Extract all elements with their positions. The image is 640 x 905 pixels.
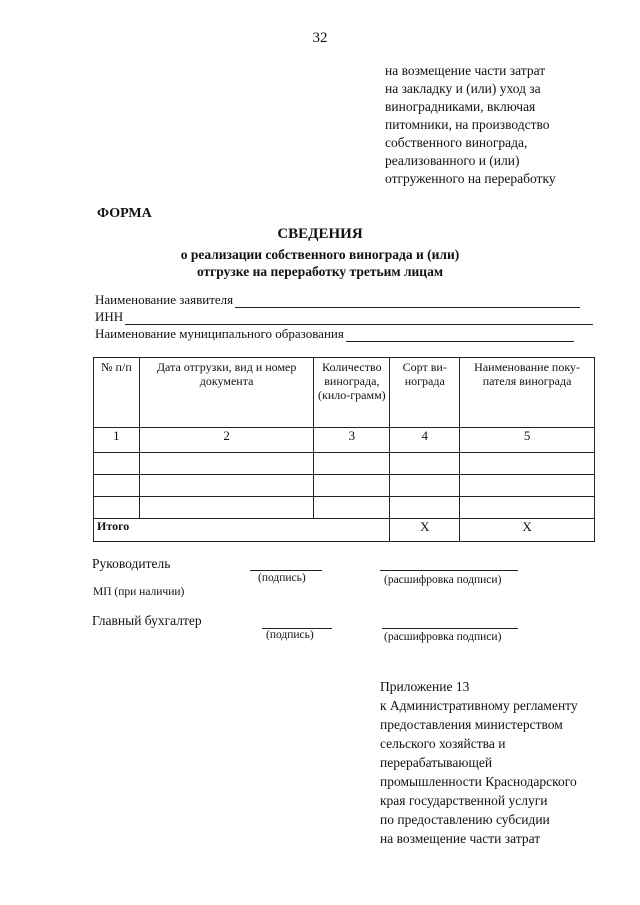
document-title: СВЕДЕНИЯ — [277, 226, 363, 242]
table-header-row — [94, 358, 595, 428]
column-number-row — [94, 428, 595, 453]
municipality-input-line[interactable] — [346, 329, 574, 342]
total-row — [94, 519, 595, 542]
municipality-field — [95, 326, 574, 342]
table-cell[interactable] — [460, 475, 595, 497]
stamp-label: МП (при наличии) — [93, 586, 185, 598]
appendix-line: перерабатывающей — [380, 755, 493, 770]
table-row — [94, 497, 595, 519]
top-note-line: на возмещение части затрат — [385, 63, 546, 78]
appendix-line: к Административному регламенту — [380, 698, 578, 713]
appendix-line: сельского хозяйства и — [380, 736, 506, 751]
column-number: 2 — [139, 428, 314, 453]
table-cell[interactable] — [94, 453, 140, 475]
table-cell[interactable] — [314, 453, 390, 475]
table-cell[interactable] — [139, 497, 314, 519]
signature-caption: (подпись) — [266, 629, 314, 641]
table-cell[interactable] — [390, 497, 460, 519]
head-decoding-line[interactable] — [380, 570, 518, 571]
shipment-table — [93, 357, 595, 542]
table-row — [94, 453, 595, 475]
top-note-line: питомники, на производство — [385, 117, 550, 132]
chief-accountant-label: Главный бухгалтер — [92, 613, 202, 628]
appendix-line: промышленности Краснодарского — [380, 774, 577, 789]
column-number: 3 — [314, 428, 390, 453]
inn-label: ИНН — [95, 309, 124, 324]
inn-field — [95, 309, 593, 325]
total-mark: Х — [390, 519, 460, 542]
table-cell[interactable] — [314, 475, 390, 497]
applicant-label: Наименование заявителя — [95, 292, 234, 307]
top-note-line: реализованного и (или) — [385, 153, 520, 168]
column-number: 4 — [390, 428, 460, 453]
table-row — [94, 475, 595, 497]
applicant-field — [95, 292, 580, 308]
header-cell: № п/п — [94, 358, 140, 428]
table-cell[interactable] — [314, 497, 390, 519]
column-number: 5 — [460, 428, 595, 453]
inn-input-line[interactable] — [125, 312, 593, 325]
appendix-line: края государственной услуги — [380, 793, 548, 808]
table-cell[interactable] — [460, 453, 595, 475]
appendix-line: на возмещение части затрат — [380, 831, 541, 846]
decoding-caption: (расшифровка подписи) — [384, 631, 502, 643]
top-note-line: виноградниками, включая — [385, 99, 536, 114]
accountant-decoding-line[interactable] — [382, 628, 518, 629]
total-mark: Х — [460, 519, 595, 542]
table-cell[interactable] — [390, 475, 460, 497]
appendix-line: Приложение 13 — [380, 679, 470, 694]
column-number: 1 — [94, 428, 140, 453]
total-label: Итого — [94, 519, 390, 542]
top-note — [385, 62, 625, 188]
table-cell[interactable] — [94, 497, 140, 519]
top-note-line: отгруженного на переработку — [385, 171, 556, 186]
table-cell[interactable] — [139, 475, 314, 497]
appendix-line: по предоставлению субсидии — [380, 812, 550, 827]
subtitle-line: о реализации собственного винограда и (или) — [180, 247, 460, 262]
header-cell: Наименование поку-пателя винограда — [460, 358, 595, 428]
table-cell[interactable] — [94, 475, 140, 497]
table-cell[interactable] — [390, 453, 460, 475]
head-signature-line[interactable] — [250, 570, 322, 571]
appendix-note — [380, 677, 630, 848]
form-label: ФОРМА — [97, 206, 152, 221]
page-number: 32 — [312, 30, 328, 46]
appendix-line: предоставления министерством — [380, 717, 563, 732]
decoding-caption: (расшифровка подписи) — [384, 574, 502, 586]
header-cell: Дата отгрузки, вид и номер документа — [139, 358, 314, 428]
subtitle-line: отгрузке на переработку третьим лицам — [196, 264, 444, 279]
header-cell: Сорт ви-нограда — [390, 358, 460, 428]
table-cell[interactable] — [139, 453, 314, 475]
document-subtitle — [0, 246, 640, 280]
municipality-label: Наименование муниципального образования — [95, 326, 344, 341]
head-label: Руководитель — [92, 556, 171, 571]
top-note-line: собственного винограда, — [385, 135, 528, 150]
header-cell: Количество винограда, (кило-грамм) — [314, 358, 390, 428]
table-cell[interactable] — [460, 497, 595, 519]
signature-caption: (подпись) — [258, 572, 306, 584]
top-note-line: на закладку и (или) уход за — [385, 81, 541, 96]
applicant-input-line[interactable] — [235, 295, 580, 308]
